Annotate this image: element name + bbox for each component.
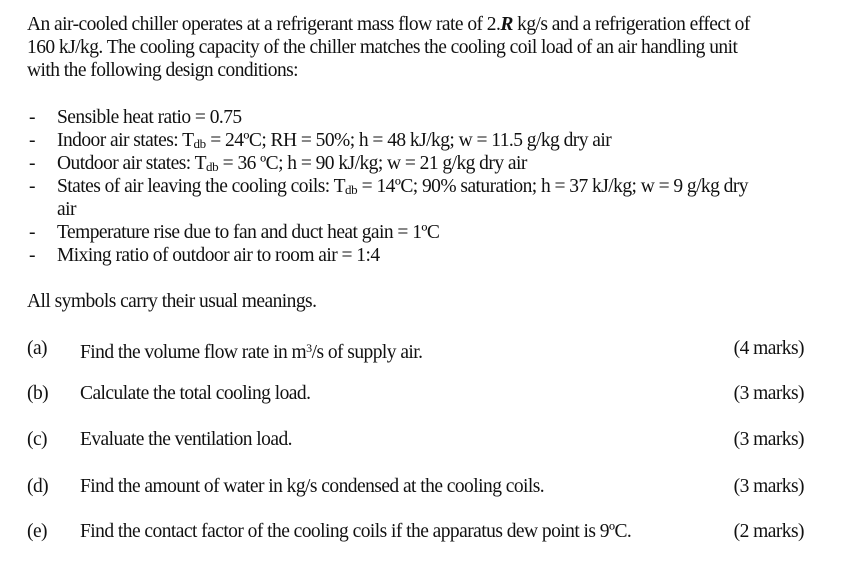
intro-text: kg/s and a refrigeration effect of — [512, 14, 750, 35]
question-c — [0, 428, 854, 451]
question-text — [80, 337, 423, 364]
bullet-coil-leaving-cont: air — [57, 199, 76, 220]
question-d — [0, 475, 854, 498]
question-label: (d) — [27, 476, 49, 497]
bullet-mixing-ratio: Mixing ratio of outdoor air to room air = 1:4 — [57, 245, 380, 266]
question-e — [0, 520, 854, 543]
question-marks: (4 marks) — [733, 338, 804, 359]
question-label: (e) — [27, 521, 47, 542]
bullet-temp-rise: Temperature rise due to fan and duct heat gain = 1ºC — [57, 222, 440, 243]
bullet-shr: Sensible heat ratio = 0.75 — [57, 107, 242, 128]
question-text: Evaluate the ventilation load. — [80, 429, 293, 450]
question-marks: (3 marks) — [733, 429, 804, 450]
variable-r: R — [500, 14, 513, 35]
question-marks: (3 marks) — [733, 383, 804, 404]
subscript: db — [344, 182, 358, 197]
subscript: db — [193, 136, 206, 151]
question-marks: (2 marks) — [733, 521, 804, 542]
bullet-coil-leaving — [57, 175, 748, 201]
bullet-dash: - — [29, 245, 35, 266]
text: Indoor air states: T — [57, 130, 194, 151]
intro-line-3: with the following design conditions: — [27, 60, 299, 81]
superscript: 3 — [306, 341, 312, 355]
bullet-dash: - — [29, 222, 35, 243]
text: = 36 ºC; h = 90 kJ/kg; w = 21 g/kg dry air — [218, 153, 527, 174]
text: Find the volume flow rate in m — [80, 342, 307, 363]
text: States of air leaving the cooling coils: T — [57, 176, 345, 197]
question-marks: (3 marks) — [733, 476, 804, 497]
question-text: Find the contact factor of the cooling coils if the apparatus dew point is 9ºC. — [80, 521, 632, 542]
subscript: db — [205, 159, 219, 174]
question-b — [0, 382, 854, 405]
question-label: (a) — [27, 338, 47, 359]
intro-line-2: 160 kJ/kg. The cooling capacity of the chiller matches the cooling coil load of an air handling unit — [27, 37, 738, 58]
question-label: (c) — [27, 429, 47, 450]
question-text: Calculate the total cooling load. — [80, 383, 311, 404]
question-a — [0, 337, 854, 363]
bullet-dash: - — [29, 153, 35, 174]
text: = 14ºC; 90% saturation; h = 37 kJ/kg; w = 9 g/kg dry — [357, 176, 749, 197]
intro-text: An air-cooled chiller operates at a refrigerant mass flow rate of 2. — [27, 14, 501, 35]
question-label: (b) — [27, 383, 49, 404]
text: = 24ºC; RH = 50%; h = 48 kJ/kg; w = 11.5 g/kg dry air — [205, 130, 612, 151]
intro-line-1 — [27, 13, 750, 36]
bullet-dash: - — [29, 130, 35, 151]
text: /s of supply air. — [311, 342, 423, 363]
bullet-dash: - — [29, 107, 35, 128]
symbols-note: All symbols carry their usual meanings. — [27, 291, 317, 312]
text: Outdoor air states: T — [57, 153, 206, 174]
bullet-dash: - — [29, 176, 35, 197]
question-text: Find the amount of water in kg/s condensed at the cooling coils. — [80, 476, 545, 497]
